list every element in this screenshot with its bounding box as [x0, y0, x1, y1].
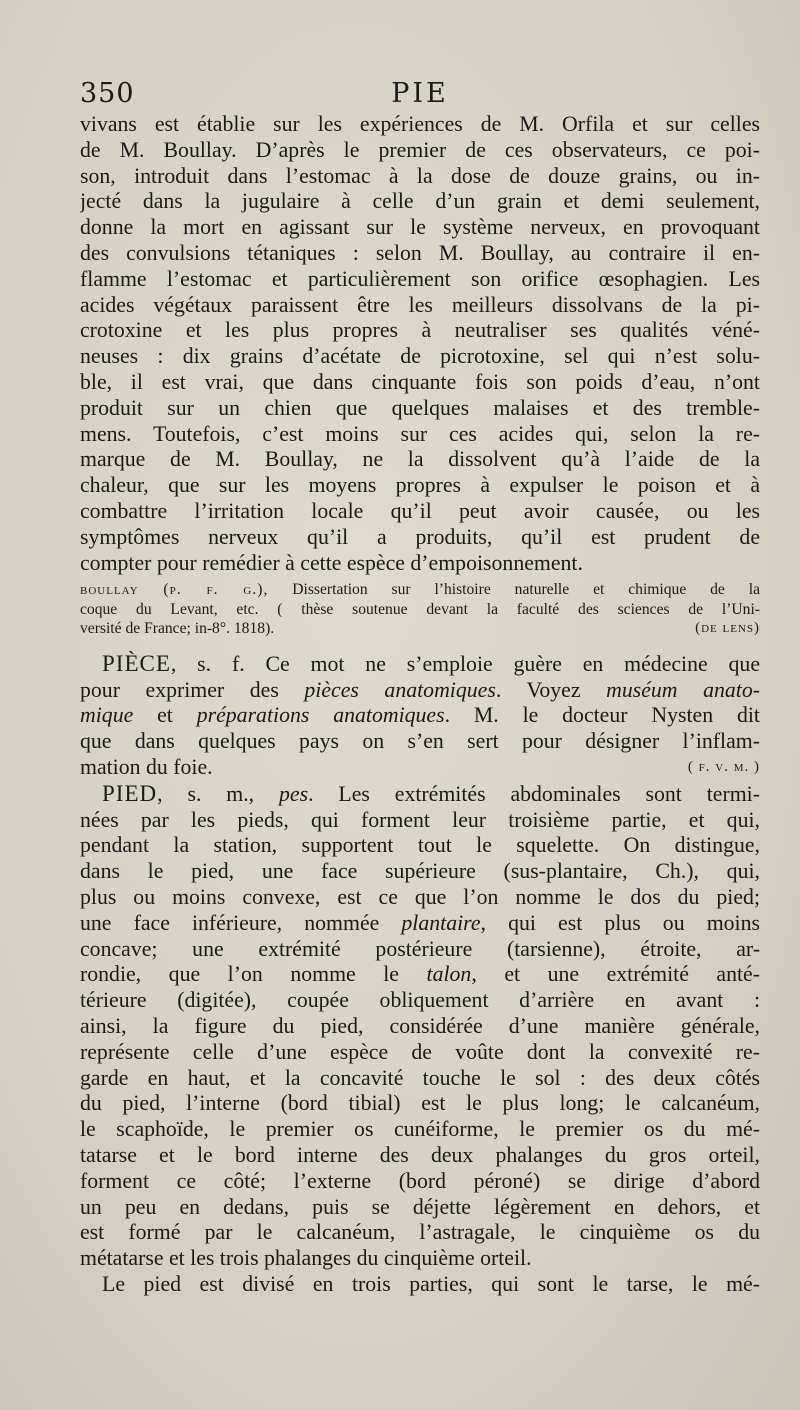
text-line: tatarse et le bord interne des deux phalanges du gros orteil,: [80, 1142, 760, 1167]
italic-term: préparations anatomiques: [196, 703, 445, 728]
page-header: [80, 78, 760, 110]
italic-term: plantaire: [401, 910, 481, 935]
text-line: Le pied est divisé en trois parties, qui sont le tarse, le mé-: [102, 1271, 760, 1296]
text-line: mens. Toutefois, c’est moins sur ces acides qui, selon la re-: [80, 421, 760, 446]
text-line: acides végétaux paraissent être les meilleurs dissolvans de la pi-: [80, 292, 760, 317]
running-head: PIE: [391, 78, 449, 109]
reference-author: boullay: [80, 581, 139, 599]
text-line: marque de M. Boullay, ne la dissolvent qu’à l’aide de la: [80, 447, 760, 472]
signature: (de lens): [695, 620, 760, 637]
italic-term: mique: [80, 703, 134, 728]
reference-title: Dissertation sur l’histoire naturelle et chimique de la: [268, 581, 760, 599]
text-line: métatarse et les trois phalanges du cinquième orteil.: [80, 1246, 532, 1271]
text-line: du pied, l’interne (bord tibial) est le plus long; le calcanéum,: [80, 1091, 760, 1116]
text-line: flamme l’estomac et particulièrement son orifice œsophagien. Les: [80, 266, 760, 291]
entry-pied: [80, 781, 760, 1298]
text-line: dans le pied, une face supérieure (sus-plantaire, Ch.), qui,: [80, 859, 760, 884]
text-line: produit sur un chien que quelques malaises et des tremble-: [80, 395, 760, 420]
entry-piece: [80, 651, 760, 781]
reference-line: versité de France; in-8°. 1818).: [80, 620, 275, 638]
headword: PIED: [102, 780, 158, 806]
text-line: que dans quelques pays on s’en sert pour désigner l’inflam-: [80, 729, 760, 754]
page-number: 350: [80, 78, 135, 109]
text-run: , s. f. Ce mot ne s’emploie guère en médecine que: [170, 651, 760, 676]
text-line: neuses : dix grains d’acétate de picrotoxine, sel qui n’est solu-: [80, 344, 760, 369]
text-line: nées par les pieds, qui forment leur troisième partie, et qui,: [80, 807, 760, 832]
text-line: mation du foie.: [80, 755, 213, 780]
headword: PIÈCE: [102, 650, 171, 676]
text-line: chaleur, que sur les moyens propres à expulser le poison et à: [80, 473, 760, 498]
italic-term: talon: [426, 962, 472, 987]
text-run: , s. m.,: [157, 781, 280, 806]
text-run: . M. le docteur Nysten dit: [444, 703, 760, 728]
continuation-paragraph: [80, 112, 760, 576]
text-line: de M. Boullay. D’après le premier de ces observateurs, ce poi-: [80, 137, 760, 162]
text-line: vivans est établie sur les expériences de M. Orfila et sur celles: [80, 112, 760, 136]
text-line: forment ce côté; l’externe (bord péroné) se dirige d’abord: [80, 1168, 760, 1193]
text-run: pour exprimer des: [80, 677, 305, 702]
text-line: plus ou moins convexe, est ce que l’on nomme le dos du pied;: [80, 885, 760, 910]
text-line: térieure (digitée), coupée obliquement d’arrière en avant :: [80, 988, 760, 1013]
text-run: . Voyez: [495, 677, 607, 702]
text-run: rondie, que l’on nomme le: [80, 962, 427, 987]
text-line: pendant la station, supportent tout le squelette. On distingue,: [80, 833, 760, 858]
bibliographic-reference: [80, 580, 760, 639]
text-run: et: [133, 703, 197, 728]
text-line: son, introduit dans l’estomac à la dose de douze grains, ou in-: [80, 163, 760, 188]
text-line: crotoxine et les plus propres à neutraliser ses qualités véné-: [80, 318, 760, 343]
italic-term: pièces anatomiques: [304, 677, 496, 702]
text-line: le scaphoïde, le premier os cunéiforme, le premier os du mé-: [80, 1117, 760, 1142]
signature: ( f. v. m. ): [687, 759, 760, 776]
reference-line: coque du Levant, etc. ( thèse soutenue devant la faculté des sciences de l’Uni-: [80, 600, 760, 618]
text-line: symptômes nerveux qu’il a produits, qu’il est prudent de: [80, 524, 760, 549]
text-line: ble, il est vrai, que dans cinquante fois son poids d’eau, n’ont: [80, 369, 760, 394]
text-line: concave; une extrémité postérieure (tarsienne), étroite, ar-: [80, 936, 760, 961]
text-line: est formé par le calcanéum, l’astragale, le cinquième os du: [80, 1220, 760, 1245]
text-run: , et une extrémité anté-: [471, 962, 760, 987]
text-line: un peu en dedans, puis se déjette légèrement en dehors, et: [80, 1194, 760, 1219]
text-run: , qui est plus ou moins: [480, 910, 760, 935]
italic-term: muséum anato-: [606, 677, 760, 702]
text-line: garde en haut, et la concavité touche le sol : des deux côtés: [80, 1065, 760, 1090]
text-run: . Les extrémités abdominales sont termi-: [308, 781, 760, 806]
text-line: donne la mort en agissant sur le système nerveux, en provoquant: [80, 215, 760, 240]
page-body: [80, 112, 760, 1298]
text-line: jecté dans la jugulaire à celle d’un grain et demi seulement,: [80, 189, 760, 214]
italic-term: pes: [279, 781, 309, 806]
text-line: compter pour remédier à cette espèce d’empoisonnement.: [80, 550, 583, 575]
reference-initials: (p. f. g.),: [138, 581, 269, 599]
text-line: ainsi, la figure du pied, considérée d’une manière générale,: [80, 1014, 760, 1038]
text-line: des convulsions tétaniques : selon M. Boullay, au contraire il en-: [80, 240, 760, 265]
text-line: représente celle d’une espèce de voûte dont la convexité re-: [80, 1039, 760, 1064]
text-run: une face inférieure, nommée: [80, 910, 402, 935]
text-line: combattre l’irritation locale qu’il peut avoir causée, ou les: [80, 498, 760, 523]
